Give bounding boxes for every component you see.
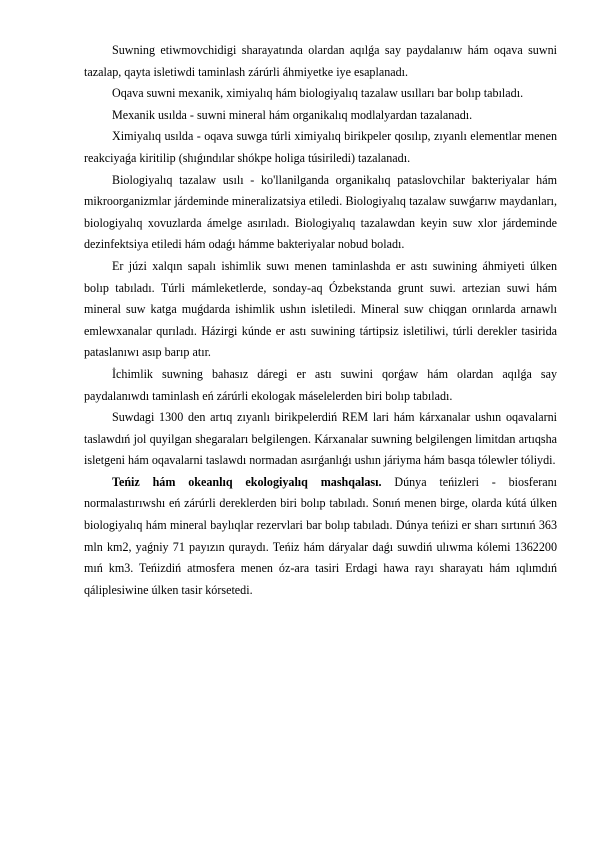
paragraph-ocean-ecology: [84, 472, 557, 602]
document-page: [84, 40, 557, 601]
section-heading-ocean: Teńiz hám okeanlıq ekologiyalıq mashqalası.: [112, 474, 382, 489]
paragraph-biological-method: Biologiyalıq tazalaw usılı - ko'llanilganda organikalıq pataslovchilar bakteriyalar hám mikroorganizmlar járdeminde mineralizatsiya etiledi. Biologiyalıq tazalaw suwǵarıw maydanları, biologiyalıq xovuzlarda ámelge asırıladı. Biologiyalıq tazalawdan keyin suw xlor járdeminde dezinfektsiya etiledi hám odaǵı hámme bakteriyalar nobud boladı.: [84, 172, 557, 252]
paragraph-treatment-methods: Oqava suwni mexanik, ximiyalıq hám biologiyalıq tazalaw usılları bar bolıp tabıladı.: [112, 86, 524, 101]
paragraph-mechanical-method: Mexanik usılda - suwni mineral hám organikalıq modlalyardan tazalanadı.: [112, 107, 473, 122]
paragraph-water-reuse: Suwning etiwmovchidigi sharayatında olardan aqılǵa say paydalanıw hám oqava suwni tazalap, qayta isletiwdi taminlash zárúrli áhmiyetke iye esaplanadı.: [84, 43, 557, 79]
paragraph-chemical-method: Ximiyalıq usılda - oqava suwga túrli ximiyalıq birikpeler qosılıp, zıyanlı elementlar menen reakciyaǵa kiritilip (shıǵındılar shókpe holiga túsiriledi) tazalanadı.: [84, 129, 557, 165]
paragraph-pollutant-limits: Suwdagi 1300 den artıq zıyanlı birikpelerdiń REM lari hám kárxanalar ushın oqavalarni taslawdıń jol quyilgan shegaraları belgilengen. Kárxanalar suwning belgilengen limitdan artıqsha isletgeni hám oqavalarni taslawdı normadan asırǵanlıǵı ushın járiyma hám basqa tólewler tóliydi.: [84, 410, 557, 468]
paragraph-groundwater: Er júzi xalqın sapalı ishimlik suwı menen taminlashda er astı suwining áhmiyeti úlken bolıp tabıladı. Túrli mámleketlerde, sonday-aq Ózbekstanda grunt suwi. artezian suwi hám mineral suw katga muǵdarda ishimlik ushın isletiledi. Mineral suw chiqgan orınlarda arnawlı emlewxanalar qurıladı. Házirgi kúnde er astı suwining tártipsiz isletiliwi, túrli derekler tasirida pataslanıwı asıp barıp atır.: [84, 258, 557, 360]
paragraph-ocean-body: Dúnya teńizleri - biosferanı normalastırıwshı eń zárúrli dereklerden biri bolıp tabıladı. Sonıń menen birge, olarda kútá úlken biologiyalıq hám mineral baylıqlar rezervlari bar bolıp tabıladı. Dúnya teńizi er sharı sırtınıń 363 mln km2, yaǵniy 71 payızın quraydı. Teńiz hám dáryalar daǵı suwdiń ulıwma kólemi 1362200 mıń km3. Teńizdiń atmosfera menen óz-ara tasiri Erdagi hawa rayı sharayatı hám ıqlımdıń qáliplesiwine úlken tasir kórsetedi.: [84, 474, 557, 597]
paragraph-groundwater-protection: İchimlik suwning bahasız dáregi er astı suwini qorǵaw hám olardan aqılǵa say paydalanıwdı taminlash eń zárúrli ekologak máselelerden biri bolıp tabıladı.: [84, 366, 557, 403]
